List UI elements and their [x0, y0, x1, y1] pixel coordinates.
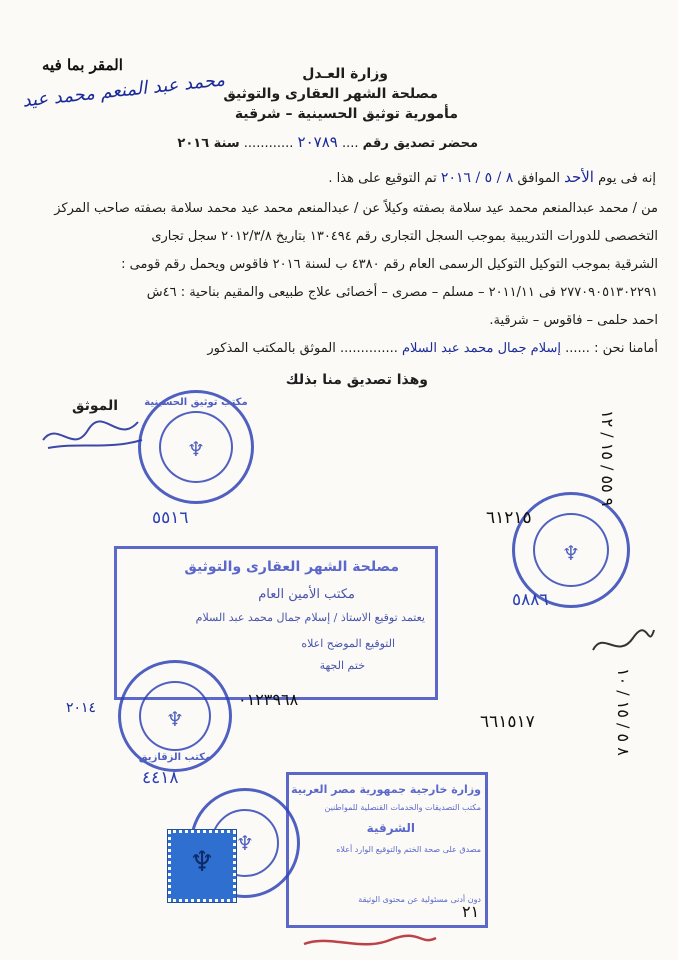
authority-title: مصلحة الشهر العقارى والتوثيق [223, 86, 438, 102]
record-number: ٢٠٧٨٩ [297, 133, 338, 151]
record-title: محضر تصديق رقم [362, 136, 478, 151]
record-title-row [177, 133, 478, 151]
line7-prefix: أمامنا نحن : [594, 341, 658, 356]
body-line-7 [207, 340, 658, 358]
stamp-serial-left: ٥٥١٦ [152, 508, 189, 528]
line7-suffix: الموثق بالمكتب المذكور [207, 341, 336, 356]
line7-dots-2: .............. [340, 341, 398, 356]
closing-statement: وهذا تصديق منا بذلك [285, 372, 428, 388]
body-line-1 [328, 168, 656, 188]
rect-stamp-line3: يعتمد توقيع الاستاذ / إسلام جمال محمد عبد السلام [195, 611, 425, 624]
rect-stamp-line1: مصلحة الشهر العقارى والتوثيق [184, 559, 399, 575]
body-line-3: التخصصى للدورات التدريبية بموجب السجل التجارى رقم ١٣٠٤٩٤ بتاريخ ٢٠١٢/٣/٨ سجل تجارى [151, 229, 658, 244]
record-year: سنة ٢٠١٦ [177, 136, 240, 151]
rect-stamp-line2: مكتب الأمين العام [258, 587, 355, 602]
stamp-serial-right: ٥٨٨٦ [512, 590, 549, 610]
revenue-stamp [168, 830, 236, 902]
foreign-ministry-stamp [286, 772, 488, 928]
zagazig-stamp-label: مكتب الزقازيق [138, 752, 212, 763]
right-signature [588, 620, 658, 670]
line1-day: الأحد [564, 168, 594, 186]
left-number: ٠١٢٣٩٦٨ [238, 690, 299, 709]
signer-name-handwriting: محمد عبد المنعم محمد عيد [21, 69, 226, 112]
office-title: مأمورية توثيق الحسينية – شرقية [234, 106, 458, 122]
record-dots-2: ............ [243, 136, 294, 151]
body-line-4: الشرقية بموجب التوكيل التوكيل الرسمى العام رقم ٤٣٨٠ ب لسنة ٢٠١٦ فاقوس ويحمل رقم قومى : [121, 257, 658, 272]
line1-prefix: إنه فى يوم [598, 171, 656, 186]
right-notes-a: ٩ ٥٥ / ١٥ / ١٢ [598, 410, 617, 507]
eagle-emblem-icon-3: ♆ [166, 707, 184, 731]
line1-suffix: تم التوقيع على هذا . [328, 171, 437, 186]
bottom-signature [300, 930, 440, 954]
eagle-emblem-icon-2: ♆ [562, 541, 580, 565]
foreign-line: مصدق على صحة الختم والتوقيع الوارد أعلاه [336, 845, 481, 854]
approval-handwriting: المقر بما فيه [42, 56, 123, 74]
eagle-emblem-icon-4: ♆ [236, 831, 254, 855]
body-line-6: احمد حلمى – فاقوس – شرقية. [489, 313, 658, 328]
foreign-note: دون أدنى مسئولية عن محتوى الوثيقة [358, 895, 481, 904]
foreign-sub: مكتب التصديقات والخدمات القنصلية للمواطنين [324, 803, 481, 812]
body-line-2: من / محمد عبدالمنعم محمد عيد سلامة بصفته وكيلاً عن / عبدالمنعم محمد عيد محمد سلامة بصفته صاحب المركز [54, 201, 658, 216]
line1-mid: الموافق [517, 171, 560, 186]
notary-stamp-label: مكتب توثيق الحسينية [144, 397, 248, 408]
eagle-emblem-icon: ♆ [187, 437, 205, 461]
bottom-number: ٢١ [462, 902, 480, 921]
line1-date: ٨ / ٥ / ٢٠١٦ [440, 170, 514, 186]
revenue-stamp-emblem-icon: ♆ [189, 845, 215, 878]
ministry-title: وزارة العـدل [302, 66, 388, 82]
fee-lower: ٦٦١٥١٧ [480, 712, 535, 732]
body-line-5: ٢٧٧٠٩٠٥١٣٠٢٢٩١ فى ٢٠١١/١١ – مسلم – مصرى – أخصائى علاج طبيعى والمقيم بناحية : ٤٦ش [146, 285, 658, 300]
line7-dots: ...... [565, 341, 590, 356]
rect-stamp-line4: التوقيع الموضح اعلاه [301, 637, 395, 650]
fee-mid: ٦١٢١٥ [486, 508, 532, 528]
rect-stamp-line5: ختم الجهة [319, 659, 365, 672]
foreign-branch: الشرقية [366, 821, 415, 835]
line7-name: إسلام جمال محمد عبد السلام [402, 341, 561, 356]
left-bottom-note: ٢٠١٤ [66, 700, 97, 716]
foreign-title: وزارة خارجية جمهورية مصر العربية [291, 783, 481, 796]
notary-label: الموثق [72, 398, 119, 414]
right-notes-b: ٨ ٥ / ١٥ / ١٠ [614, 668, 633, 756]
zagazig-round-stamp [118, 660, 232, 772]
notary-round-stamp [138, 390, 254, 504]
record-dots: .... [341, 136, 359, 151]
stamp-serial-left-2: ٤٤١٨ [142, 768, 179, 788]
notary-signature [38, 410, 148, 460]
